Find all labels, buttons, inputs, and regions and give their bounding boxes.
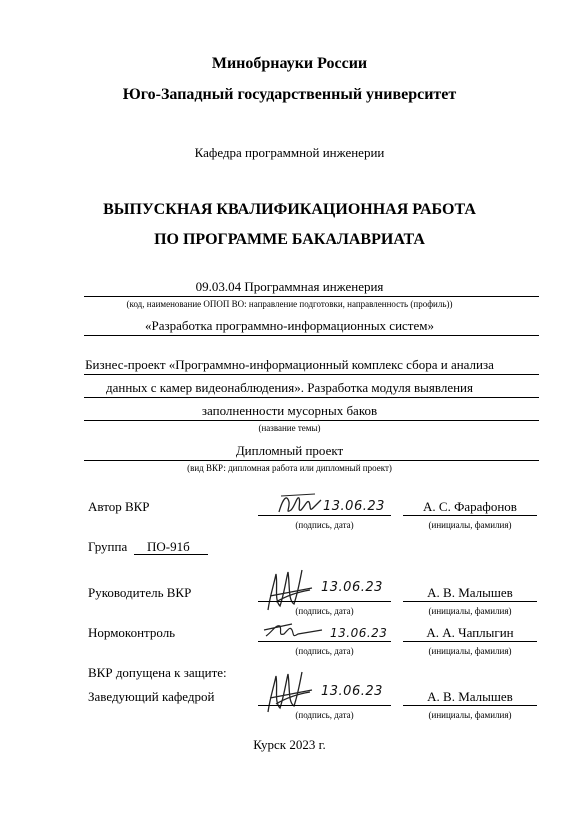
department-name: Кафедра программной инженерии [194,145,385,160]
author-name-note: (инициалы, фамилия) [428,520,512,530]
program-profile: «Разработка программно-информационных систем» [144,318,434,333]
author-label: Автор ВКР [88,499,150,514]
normcontrol-signature-note: (подпись, дата) [295,646,354,656]
supervisor-label: Руководитель ВКР [88,585,192,600]
normcontrol-signature-date: 13.06.23 [330,626,388,640]
group-value: ПО-91б [147,539,190,554]
supervisor-name-line [403,601,537,602]
head-label: Заведующий кафедрой [88,689,215,704]
document-title-line-1: ВЫПУСКНАЯ КВАЛИФИКАЦИОННАЯ РАБОТА [103,201,476,218]
head-name: А. В. Малышев [427,689,513,704]
supervisor-name-note: (инициалы, фамилия) [428,606,512,616]
supervisor-signature-note: (подпись, дата) [295,606,354,616]
admission-label: ВКР допущена к защите: [88,665,227,680]
theme-line-2: данных с камер видеонаблюдения». Разработка модуля выявления [105,380,473,395]
document-title-line-2: ПО ПРОГРАММЕ БАКАЛАВРИАТА [154,231,425,248]
group-underline [134,554,208,555]
author-signature-line [258,515,391,516]
head-name-note: (инициалы, фамилия) [428,710,512,720]
city-year: Курск 2023 г. [253,737,326,752]
normcontrol-name: А. А. Чаплыгин [426,625,514,640]
program-code-underline [84,296,539,297]
supervisor-signature-date: 13.06.23 [321,580,383,595]
author-signature-note: (подпись, дата) [295,520,354,530]
work-type-note: (вид ВКР: дипломная работа или дипломный проект) [187,463,392,473]
author-signature-date: 13.06.23 [323,499,385,514]
theme-underline-1 [84,374,539,375]
theme-line-3: заполненности мусорных баков [201,403,378,418]
author-name: А. С. Фарафонов [423,499,517,514]
theme-underline-2 [84,397,539,398]
supervisor-signature-line [258,601,391,602]
group-label: Группа [88,539,128,554]
head-name-line [403,705,537,706]
ministry-title: Минобрнауки России [211,55,368,72]
university-title: Юго-Западный государственный университет [122,86,457,103]
program-profile-underline [84,335,539,336]
supervisor-name: А. В. Малышев [427,585,513,600]
normcontrol-signature-line [258,641,391,642]
head-signature-note: (подпись, дата) [295,710,354,720]
head-signature-line [258,705,391,706]
program-code-note: (код, наименование ОПОП ВО: направление подготовки, направленность (профиль)) [126,299,453,309]
normcontrol-name-line [403,641,537,642]
head-signature-date: 13.06.23 [321,684,383,699]
author-name-line [403,515,537,516]
normcontrol-name-note: (инициалы, фамилия) [428,646,512,656]
normcontrol-signature [262,618,328,642]
theme-underline-3 [84,420,539,421]
normcontrol-label: Нормоконтроль [88,625,176,640]
theme-note: (название темы) [258,423,321,433]
work-type-underline [84,460,539,461]
program-code: 09.03.04 Программная инженерия [195,279,384,294]
work-type: Дипломный проект [235,443,344,458]
theme-line-1: Бизнес-проект «Программно-информационный комплекс сбора и анализа [85,357,494,372]
